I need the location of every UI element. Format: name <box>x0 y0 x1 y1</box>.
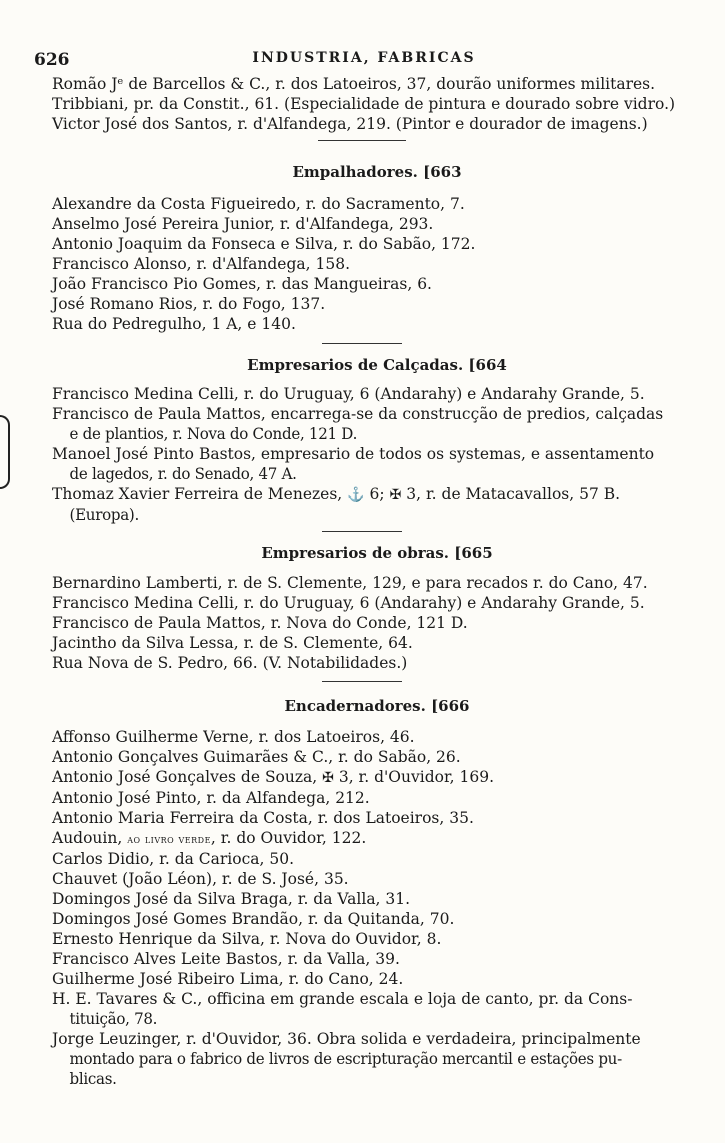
page-header <box>34 50 694 68</box>
list-item: Romão Jᵉ de Barcellos & C., r. dos Latoeiros, 37, dourão uniformes militares. <box>52 75 656 93</box>
list-item: Francisco Alves Leite Bastos, r. da Valla, 39. <box>52 950 400 968</box>
list-item: Domingos José da Silva Braga, r. da Valla, 31. <box>52 890 411 908</box>
list-item: Anselmo José Pereira Junior, r. d'Alfandega, 293. <box>52 215 434 233</box>
list-item: Audouin, ao livro verde, r. do Ouvidor, 122. <box>52 829 367 847</box>
section-heading: Encadernadores. [666 <box>284 697 470 715</box>
cross-icon: ✠ <box>389 487 402 503</box>
section-heading: Empalhadores. [663 <box>292 163 462 181</box>
list-item: Bernardino Lamberti, r. de S. Clemente, 129, e para recados r. do Cano, 47. <box>52 574 648 592</box>
list-item-continuation: e de plantios, r. Nova do Conde, 121 D. <box>69 425 358 443</box>
intro-entries <box>52 74 702 134</box>
list-item: Manoel José Pinto Bastos, empresario de todos os systemas, e assentamento <box>52 445 655 463</box>
divider <box>322 343 402 344</box>
list-item: Antonio Gonçalves Guimarães & C., r. do Sabão, 26. <box>52 748 461 766</box>
list-item: Carlos Didio, r. da Carioca, 50. <box>52 850 295 868</box>
list-item: Affonso Guilherme Verne, r. dos Latoeiros, 46. <box>52 728 415 746</box>
list-item-continuation: de lagedos, r. do Senado, 47 A. <box>69 465 297 483</box>
list-item: Guilherme José Ribeiro Lima, r. do Cano, 24. <box>52 970 404 988</box>
list-item: Ernesto Henrique da Silva, r. Nova do Ouvidor, 8. <box>52 930 442 948</box>
list-item: Antonio Maria Ferreira da Costa, r. dos Latoeiros, 35. <box>52 809 474 827</box>
section-heading: Empresarios de obras. [665 <box>261 544 493 562</box>
anchor-icon: ⚓ <box>347 487 365 503</box>
list-item: Alexandre da Costa Figueiredo, r. do Sacramento, 7. <box>52 195 465 213</box>
list-item: Victor José dos Santos, r. d'Alfandega, 219. (Pintor e dourador de imagens.) <box>52 115 648 133</box>
page-number: 626 <box>34 50 70 70</box>
divider <box>318 140 406 141</box>
divider <box>322 681 402 682</box>
list-item: Tribbiani, pr. da Constit., 61. (Especialidade de pintura e dourado sobre vidro.) <box>52 95 676 113</box>
section-empalhadores <box>52 162 702 182</box>
section-empresarios-calcadas <box>52 355 702 375</box>
list-item: Jacintho da Silva Lessa, r. de S. Clemente, 64. <box>52 634 413 652</box>
list-item: Francisco Medina Celli, r. do Uruguay, 6 (Andarahy) e Andarahy Grande, 5. <box>52 385 645 403</box>
section-encadernadores <box>52 696 702 716</box>
list-item: Antonio José Pinto, r. da Alfandega, 212. <box>52 789 370 807</box>
section-entries <box>52 727 702 1089</box>
list-item: Thomaz Xavier Ferreira de Menezes, ⚓ 6; ✠ 3, r. de Matacavallos, 57 B. <box>52 485 621 503</box>
list-item: Francisco Alonso, r. d'Alfandega, 158. <box>52 255 351 273</box>
list-item: Rua do Pedregulho, 1 A, e 140. <box>52 315 296 333</box>
list-item: H. E. Tavares & C., officina em grande escala e loja de canto, pr. da Cons- <box>52 990 633 1008</box>
list-item: José Romano Rios, r. do Fogo, 137. <box>52 295 326 313</box>
list-item: João Francisco Pio Gomes, r. das Mangueiras, 6. <box>52 275 432 293</box>
divider <box>322 531 402 532</box>
section-heading: Empresarios de Calçadas. [664 <box>247 356 507 374</box>
shop-name: ao livro verde <box>127 832 211 846</box>
list-item: Francisco de Paula Mattos, encarrega-se da construcção de predios, calçadas <box>52 405 664 423</box>
list-item: Francisco de Paula Mattos, r. Nova do Conde, 121 D. <box>52 614 468 632</box>
running-title: INDUSTRIA, FABRICAS <box>252 50 476 66</box>
list-item: Antonio Joaquim da Fonseca e Silva, r. do Sabão, 172. <box>52 235 476 253</box>
list-item: Chauvet (João Léon), r. de S. José, 35. <box>52 870 349 888</box>
section-entries <box>52 384 702 525</box>
list-item-continuation: blicas. <box>69 1070 117 1088</box>
list-item: Jorge Leuzinger, r. d'Ouvidor, 36. Obra solida e verdadeira, principalmente <box>52 1030 641 1048</box>
section-empresarios-obras <box>52 543 702 563</box>
list-item: Antonio José Gonçalves de Souza, ✠ 3, r. d'Ouvidor, 169. <box>52 768 495 786</box>
cross-icon: ✠ <box>322 770 334 786</box>
list-item-continuation: montado para o fabrico de livros de escripturação mercantil e estações pu- <box>69 1050 622 1068</box>
list-item: Francisco Medina Celli, r. do Uruguay, 6 (Andarahy) e Andarahy Grande, 5. <box>52 594 645 612</box>
list-item-continuation: (Europa). <box>69 506 140 524</box>
list-item-continuation: tituição, 78. <box>69 1010 158 1028</box>
section-entries <box>52 573 702 673</box>
section-entries <box>52 194 702 334</box>
list-item: Rua Nova de S. Pedro, 66. (V. Notabilidades.) <box>52 654 408 672</box>
list-item: Domingos José Gomes Brandão, r. da Quitanda, 70. <box>52 910 455 928</box>
binding-mark <box>0 415 10 489</box>
